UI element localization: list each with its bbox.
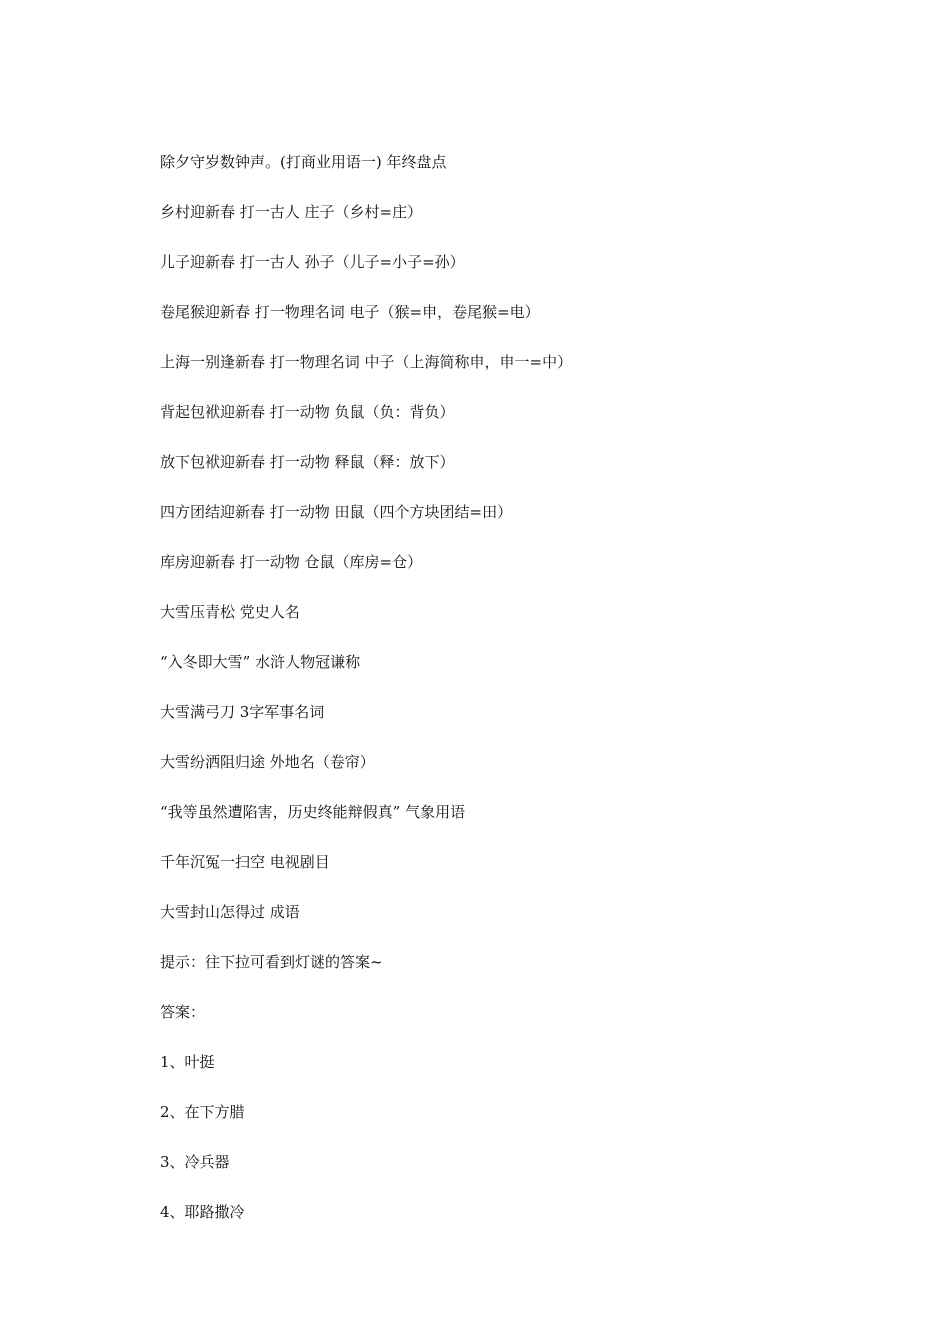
answer-line: 4、耶路撒冷 — [160, 1203, 245, 1221]
document-body — [160, 150, 880, 1250]
riddle-line: 大雪纷洒阻归途 外地名（卷帘） — [160, 753, 375, 771]
riddle-line: 除夕守岁数钟声。(打商业用语一) 年终盘点 — [160, 153, 447, 171]
riddle-line: 大雪满弓刀 3字军事名词 — [160, 703, 325, 721]
answer-line: 2、在下方腊 — [160, 1103, 245, 1121]
riddle-line: 卷尾猴迎新春 打一物理名词 电子（猴=申，卷尾猴=电） — [160, 303, 540, 321]
riddle-line: 放下包袱迎新春 打一动物 释鼠（释：放下） — [160, 453, 455, 471]
riddle-line: 儿子迎新春 打一古人 孙子（儿子=小子=孙） — [160, 253, 465, 271]
riddle-line: “入冬即大雪” 水浒人物冠谦称 — [160, 653, 361, 671]
riddle-line: 库房迎新春 打一动物 仓鼠（库房=仓） — [160, 553, 423, 571]
riddle-line: 大雪封山怎得过 成语 — [160, 903, 300, 921]
answer-line: 3、冷兵器 — [160, 1153, 230, 1171]
hint-line: 提示：往下拉可看到灯谜的答案~ — [160, 953, 383, 971]
riddle-line: 背起包袱迎新春 打一动物 负鼠（负：背负） — [160, 403, 455, 421]
riddle-line: 四方团结迎新春 打一动物 田鼠（四个方块团结=田） — [160, 503, 513, 521]
riddle-line: 乡村迎新春 打一古人 庄子（乡村=庄） — [160, 203, 423, 221]
riddle-line: 千年沉冤一扫空 电视剧目 — [160, 853, 330, 871]
answers-heading: 答案： — [160, 1003, 206, 1021]
riddle-line: 上海一别逢新春 打一物理名词 中子（上海简称申，申一=中） — [160, 353, 573, 371]
answer-line: 1、叶挺 — [160, 1053, 215, 1071]
riddle-line: “我等虽然遭陷害，历史终能辩假真” 气象用语 — [160, 803, 466, 821]
riddle-line: 大雪压青松 党史人名 — [160, 603, 300, 621]
